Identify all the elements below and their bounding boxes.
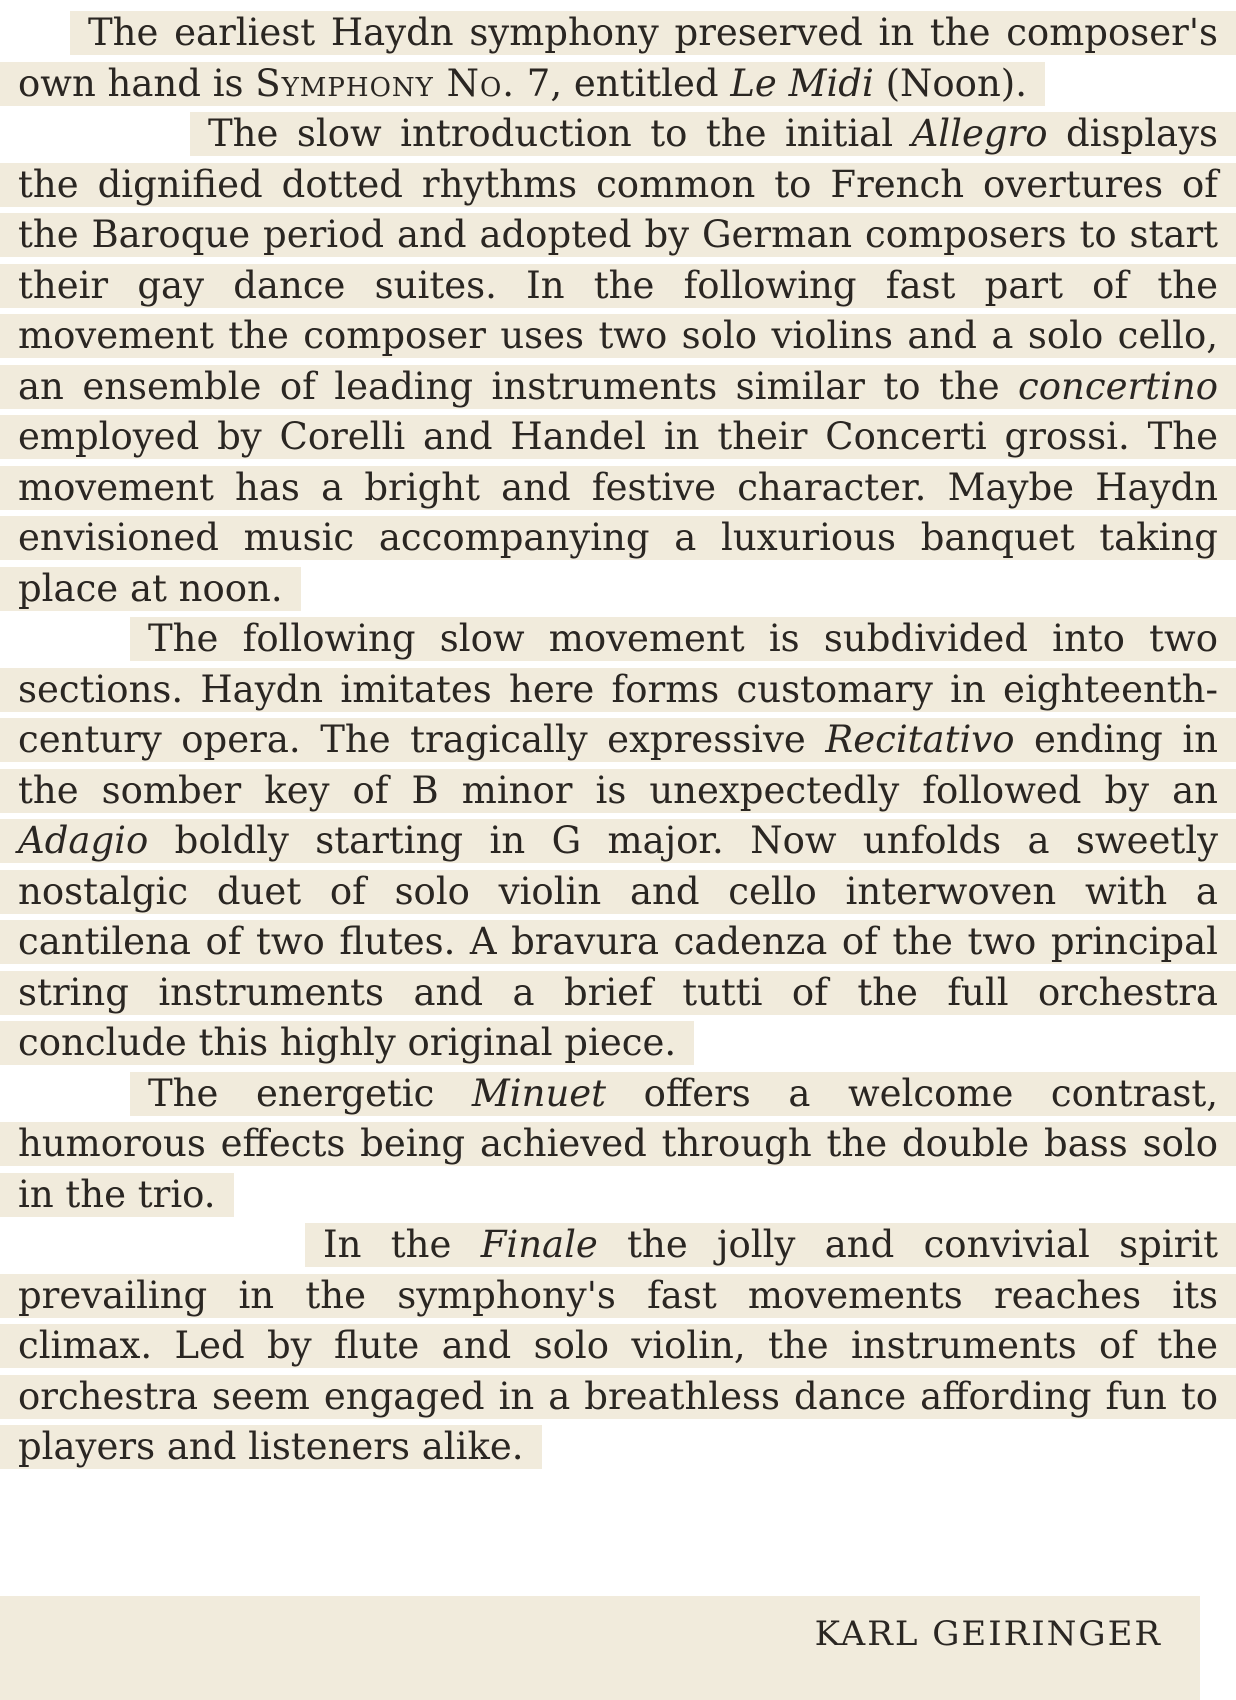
p1-text-e: (Noon). xyxy=(873,61,1027,105)
p3-italic-adagio: Adagio xyxy=(18,819,149,862)
paragraph-5 xyxy=(18,1220,1218,1473)
p4-italic-minuet: Minuet xyxy=(471,1071,607,1115)
p2-italic-concertino: concertino xyxy=(1018,364,1218,408)
p1-italic-le-midi: Le Midi xyxy=(730,61,874,105)
p5-text-c: the jolly and convivial spirit prevailing in the symphony's fast movements reaches its climax. Led by flute and solo violin, the instruments of the orchestra seem engaged in a breathless dance affording fun to players and listeners alike. xyxy=(18,1223,1218,1468)
p1-symphony-title: Symphony No. xyxy=(255,61,516,105)
paragraph-4 xyxy=(18,1069,1218,1221)
p5-italic-finale: Finale xyxy=(480,1223,598,1266)
p4-text-c: offers a welcome contrast, humorous effects being achieved through the double bass solo in the trio. xyxy=(18,1071,1218,1216)
p1-text-c: 7, entitled xyxy=(515,61,731,105)
p3-italic-recitativo: Recitativo xyxy=(825,718,1015,761)
p1-text-a: The earliest Haydn symphony preserved in the composer's own hand is xyxy=(18,11,1218,105)
p2-text-a: The slow introduction to the initial xyxy=(208,112,912,155)
author-signature: KARL GEIRINGER xyxy=(805,1610,1172,1660)
p2-text-e: employed by Corelli and Handel in their Concerti grossi. The movement has a bright and festive character. Maybe Haydn envisioned music accompanying a luxurious banquet taking place at noon. xyxy=(18,415,1218,610)
p3-text-a: The following slow movement is subdivided into two sections. Haydn imitates here forms customary in eighteenth-century opera. The tragically expressive xyxy=(18,617,1218,761)
p2-text-c: displays the dignified dotted rhythms common to French overtures of the Baroque period and adopted by German composers to start their gay dance suites. In the following fast part of the movement the composer uses two solo violins and a solo cello, an ensemble of leading instruments similar to the xyxy=(18,112,1218,408)
paragraph-3 xyxy=(18,614,1218,1069)
paragraph-1 xyxy=(18,8,1218,109)
p4-text-a: The energetic xyxy=(148,1071,472,1115)
p2-italic-allegro: Allegro xyxy=(911,112,1048,155)
article-body xyxy=(0,8,1236,1473)
p3-text-e: boldly starting in G major. Now unfolds a sweetly nostalgic duet of solo violin and cello interwoven with a cantilena of two flutes. A bravura cadenza of the two principal string instruments and a brief tutti of the full orchestra conclude this highly original piece. xyxy=(18,819,1218,1064)
paragraph-2 xyxy=(18,109,1218,614)
p3-text-c: ending in the somber key of B minor is unexpectedly followed by an xyxy=(18,718,1218,812)
p5-text-a: In the xyxy=(323,1223,481,1266)
